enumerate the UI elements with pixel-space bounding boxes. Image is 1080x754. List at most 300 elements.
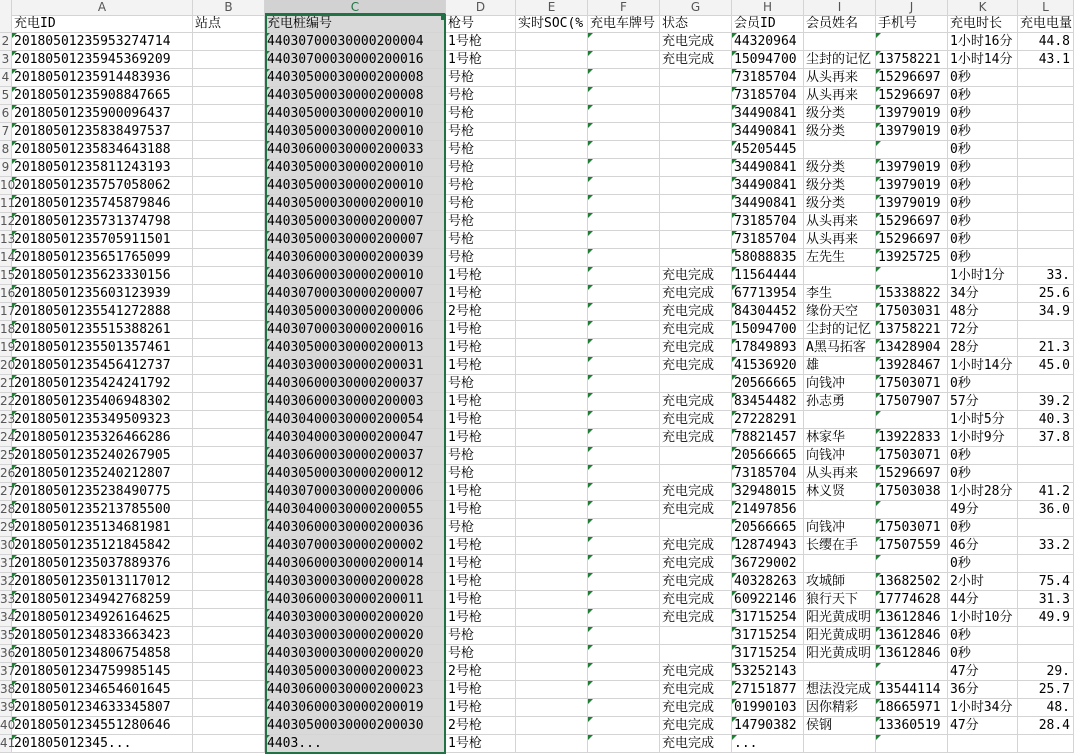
cell-k[interactable]: 48分 (948, 303, 1018, 321)
cell-k[interactable]: 0秒 (948, 87, 1018, 105)
row-number[interactable]: 8 (0, 141, 12, 159)
cell-e[interactable] (516, 357, 588, 375)
cell-k[interactable]: 0秒 (948, 249, 1018, 267)
cell-g[interactable] (660, 231, 732, 249)
cell-i[interactable]: 雄 (804, 357, 876, 375)
cell-b[interactable] (193, 501, 265, 519)
cell-g[interactable]: 充电完成 (660, 573, 732, 591)
column-header-k[interactable]: K (948, 0, 1018, 15)
cell-c[interactable]: 440306000300002000​33 (265, 141, 446, 159)
cell-b[interactable] (193, 69, 265, 87)
cell-c[interactable]: 440305000300002000​07 (265, 231, 446, 249)
cell-j[interactable]: 13428904 (876, 339, 948, 357)
cell-f[interactable] (588, 231, 660, 249)
row-number[interactable]: 36 (0, 645, 12, 663)
cell-l[interactable]: 29. (1018, 663, 1074, 681)
cell-h[interactable]: 58088835 (732, 249, 804, 267)
row-number[interactable]: 32 (0, 573, 12, 591)
cell-j[interactable]: 18665971 (876, 699, 948, 717)
cell-i[interactable]: 从头再来 (804, 465, 876, 483)
cell-b[interactable] (193, 249, 265, 267)
cell-b[interactable] (193, 681, 265, 699)
cell-a[interactable]: 201805012357570580​62 (12, 177, 193, 195)
cell-f[interactable] (588, 339, 660, 357)
row-number[interactable]: 4 (0, 69, 12, 87)
cell-e[interactable] (516, 555, 588, 573)
cell-j[interactable] (876, 33, 948, 51)
cell-h[interactable]: 34490841 (732, 159, 804, 177)
cell-h[interactable]: 14790382 (732, 717, 804, 735)
cell-c[interactable]: 440307000300002000​02 (265, 537, 446, 555)
cell-b[interactable] (193, 573, 265, 591)
cell-c[interactable]: 440306000300002000​19 (265, 699, 446, 717)
cell-e[interactable] (516, 231, 588, 249)
cell-b[interactable] (193, 285, 265, 303)
cell-j[interactable]: 15338822 (876, 285, 948, 303)
cell-l[interactable]: 37.8 (1018, 429, 1074, 447)
cell-k[interactable]: 0秒 (948, 69, 1018, 87)
cell-b[interactable] (193, 663, 265, 681)
row-number[interactable]: 41 (0, 735, 12, 753)
cell-g[interactable]: 充电完成 (660, 267, 732, 285)
cell-e[interactable] (516, 69, 588, 87)
row-number[interactable]: 31 (0, 555, 12, 573)
cell-c[interactable]: 440306000300002000​14 (265, 555, 446, 573)
cell-c[interactable]: 440306000300002000​39 (265, 249, 446, 267)
cell-a[interactable]: 201805012351346819​81 (12, 519, 193, 537)
cell-e[interactable] (516, 591, 588, 609)
cell-k[interactable]: 1小时14分 (948, 51, 1018, 69)
cell-e[interactable] (516, 393, 588, 411)
cell-g[interactable] (660, 213, 732, 231)
cell-h[interactable]: 21497856 (732, 501, 804, 519)
cell-b[interactable] (193, 159, 265, 177)
cell-h[interactable]: 45205445 (732, 141, 804, 159)
cell-c[interactable]: 440304000300002000​55 (265, 501, 446, 519)
column-header-c[interactable]: C (265, 0, 446, 15)
cell-e[interactable] (516, 501, 588, 519)
cell-i[interactable]: 向钱冲 (804, 447, 876, 465)
cell-a[interactable]: 2018050123595327471​4 (12, 33, 193, 51)
cell-k[interactable]: 1小时5分 (948, 411, 1018, 429)
cell-j[interactable]: 17774628 (876, 591, 948, 609)
cell-f[interactable] (588, 285, 660, 303)
cell-d[interactable]: 号枪 (446, 141, 516, 159)
cell-f[interactable] (588, 573, 660, 591)
cell-a[interactable]: 201805012356517650​99 (12, 249, 193, 267)
cell-g[interactable] (660, 69, 732, 87)
cell-e[interactable] (516, 645, 588, 663)
cell-f[interactable] (588, 51, 660, 69)
row-number[interactable]: 33 (0, 591, 12, 609)
cell-d[interactable]: 号枪 (446, 105, 516, 123)
cell-k[interactable]: 46分 (948, 537, 1018, 555)
cell-d[interactable]: 1号枪 (446, 591, 516, 609)
cell-i[interactable]: 向钱冲 (804, 519, 876, 537)
cell-e[interactable] (516, 303, 588, 321)
cell-a[interactable]: 201805012350378893​76 (12, 555, 193, 573)
column-title-i[interactable]: 会员姓名 (804, 15, 876, 33)
cell-b[interactable] (193, 483, 265, 501)
cell-c[interactable]: 440306000300002000​37 (265, 375, 446, 393)
cell-k[interactable]: 72分 (948, 321, 1018, 339)
row-number[interactable]: 21 (0, 375, 12, 393)
cell-g[interactable]: 充电完成 (660, 285, 732, 303)
cell-e[interactable] (516, 681, 588, 699)
column-title-g[interactable]: 状态 (660, 15, 732, 33)
cell-a[interactable]: 201805012352402128​07 (12, 465, 193, 483)
cell-f[interactable] (588, 627, 660, 645)
cell-h[interactable]: 83454482 (732, 393, 804, 411)
cell-g[interactable]: 充电完成 (660, 303, 732, 321)
cell-a[interactable]: 201805012353264662​86 (12, 429, 193, 447)
cell-c[interactable]: 440306000300002000​03 (265, 393, 446, 411)
cell-f[interactable] (588, 483, 660, 501)
cell-k[interactable] (948, 735, 1018, 753)
column-header-d[interactable]: D (446, 0, 516, 15)
cell-i[interactable]: 从头再来 (804, 213, 876, 231)
cell-a[interactable]: 201805012345... (12, 735, 193, 753)
cell-j[interactable] (876, 141, 948, 159)
cell-b[interactable] (193, 447, 265, 465)
cell-h[interactable]: 41536920 (732, 357, 804, 375)
cell-d[interactable]: 号枪 (446, 123, 516, 141)
cell-j[interactable]: 13922833 (876, 429, 948, 447)
cell-h[interactable]: 15094700 (732, 51, 804, 69)
column-title-c[interactable]: 充电桩编号 (265, 15, 446, 33)
fill-handle[interactable] (441, 15, 446, 20)
cell-i[interactable]: 尘封的记忆 (804, 51, 876, 69)
cell-k[interactable]: 0秒 (948, 375, 1018, 393)
cell-d[interactable]: 1号枪 (446, 285, 516, 303)
cell-c[interactable]: 440305000300002000​12 (265, 465, 446, 483)
cell-k[interactable]: 2小时 (948, 573, 1018, 591)
cell-g[interactable]: 充电完成 (660, 411, 732, 429)
row-number[interactable]: 34 (0, 609, 12, 627)
cell-c[interactable]: 440305000300002000​10 (265, 123, 446, 141)
cell-j[interactable]: 13979019 (876, 123, 948, 141)
cell-d[interactable]: 1号枪 (446, 339, 516, 357)
cell-k[interactable]: 1小时9分 (948, 429, 1018, 447)
cell-g[interactable] (660, 519, 732, 537)
cell-h[interactable]: 73185704 (732, 87, 804, 105)
cell-g[interactable]: 充电完成 (660, 609, 732, 627)
cell-i[interactable]: 级分类 (804, 105, 876, 123)
cell-f[interactable] (588, 447, 660, 465)
cell-k[interactable]: 1小时28分 (948, 483, 1018, 501)
cell-l[interactable]: 21.3 (1018, 339, 1074, 357)
cell-e[interactable] (516, 483, 588, 501)
cell-b[interactable] (193, 627, 265, 645)
column-title-k[interactable]: 充电时长 (948, 15, 1018, 33)
row-number[interactable]: 12 (0, 213, 12, 231)
cell-a[interactable]: 201805012358384975​37 (12, 123, 193, 141)
cell-g[interactable]: 充电完成 (660, 681, 732, 699)
cell-d[interactable]: 1号枪 (446, 609, 516, 627)
cell-k[interactable]: 0秒 (948, 195, 1018, 213)
cell-i[interactable]: 阳光黄成明 (804, 609, 876, 627)
cell-e[interactable] (516, 465, 588, 483)
cell-f[interactable] (588, 267, 660, 285)
row-number[interactable]: 5 (0, 87, 12, 105)
cell-f[interactable] (588, 159, 660, 177)
cell-h[interactable]: 20566665 (732, 447, 804, 465)
cell-k[interactable]: 1小时34分 (948, 699, 1018, 717)
cell-j[interactable]: 13979019 (876, 195, 948, 213)
cell-i[interactable]: 向钱冲 (804, 375, 876, 393)
row-number[interactable]: 11 (0, 195, 12, 213)
cell-j[interactable]: 15296697 (876, 231, 948, 249)
cell-h[interactable]: 73185704 (732, 231, 804, 249)
cell-f[interactable] (588, 735, 660, 753)
cell-d[interactable]: 1号枪 (446, 573, 516, 591)
cell-l[interactable] (1018, 213, 1074, 231)
cell-h[interactable]: 53252143 (732, 663, 804, 681)
column-title-a[interactable]: 充电ID (12, 15, 193, 33)
cell-h[interactable]: 67713954 (732, 285, 804, 303)
column-header-h[interactable]: H (732, 0, 804, 15)
cell-h[interactable]: 17849893 (732, 339, 804, 357)
cell-l[interactable]: 45.0 (1018, 357, 1074, 375)
cell-h[interactable]: 84304452 (732, 303, 804, 321)
cell-a[interactable]: 201805012354242417​92 (12, 375, 193, 393)
cell-h[interactable]: 20566665 (732, 519, 804, 537)
cell-f[interactable] (588, 213, 660, 231)
cell-d[interactable]: 1号枪 (446, 267, 516, 285)
cell-g[interactable]: 充电完成 (660, 393, 732, 411)
cell-h[interactable]: 34490841 (732, 105, 804, 123)
cell-c[interactable]: 4403... (265, 735, 446, 753)
cell-f[interactable] (588, 663, 660, 681)
cell-b[interactable] (193, 519, 265, 537)
column-header-j[interactable]: J (876, 0, 948, 15)
cell-f[interactable] (588, 87, 660, 105)
cell-c[interactable]: 440304000300002000​54 (265, 411, 446, 429)
cell-j[interactable]: 13682502 (876, 573, 948, 591)
cell-c[interactable]: 440305000300002000​10 (265, 195, 446, 213)
cell-h[interactable]: 36729002 (732, 555, 804, 573)
cell-a[interactable]: 201805012358112431​93 (12, 159, 193, 177)
cell-g[interactable]: 充电完成 (660, 33, 732, 51)
cell-d[interactable]: 号枪 (446, 465, 516, 483)
cell-h[interactable]: 34490841 (732, 177, 804, 195)
cell-d[interactable]: 号枪 (446, 375, 516, 393)
cell-b[interactable] (193, 87, 265, 105)
cell-l[interactable]: 75.4 (1018, 573, 1074, 591)
cell-a[interactable]: 201805012356233301​56 (12, 267, 193, 285)
cell-j[interactable]: 17507559 (876, 537, 948, 555)
cell-c[interactable]: 440307000300002000​16 (265, 51, 446, 69)
cell-e[interactable] (516, 321, 588, 339)
cell-a[interactable]: 201805012348336634​23 (12, 627, 193, 645)
cell-e[interactable] (516, 429, 588, 447)
row-number[interactable]: 18 (0, 321, 12, 339)
select-all-corner[interactable] (0, 0, 12, 15)
cell-a[interactable]: 201805012359144839​36 (12, 69, 193, 87)
cell-d[interactable]: 1号枪 (446, 357, 516, 375)
cell-d[interactable]: 1号枪 (446, 735, 516, 753)
row-number[interactable]: 2 (0, 33, 12, 51)
cell-g[interactable]: 充电完成 (660, 717, 732, 735)
cell-l[interactable] (1018, 375, 1074, 393)
cell-c[interactable]: 440303000300002000​28 (265, 573, 446, 591)
cell-l[interactable] (1018, 321, 1074, 339)
cell-f[interactable] (588, 141, 660, 159)
cell-b[interactable] (193, 591, 265, 609)
cell-h[interactable]: 40328263 (732, 573, 804, 591)
cell-l[interactable]: 34.9 (1018, 303, 1074, 321)
cell-h[interactable]: 44320964 (732, 33, 804, 51)
cell-f[interactable] (588, 195, 660, 213)
cell-h[interactable]: 73185704 (732, 465, 804, 483)
column-title-b[interactable]: 站点 (193, 15, 265, 33)
column-header-i[interactable]: I (804, 0, 876, 15)
cell-c[interactable]: 440303000300002000​20 (265, 645, 446, 663)
cell-j[interactable] (876, 735, 948, 753)
row-number[interactable]: 24 (0, 429, 12, 447)
cell-i[interactable]: 林家华 (804, 429, 876, 447)
cell-c[interactable]: 440305000300002000​07 (265, 213, 446, 231)
cell-l[interactable]: 25.6 (1018, 285, 1074, 303)
cell-l[interactable] (1018, 447, 1074, 465)
cell-e[interactable] (516, 105, 588, 123)
cell-b[interactable] (193, 231, 265, 249)
cell-g[interactable]: 充电完成 (660, 357, 732, 375)
cell-e[interactable] (516, 159, 588, 177)
cell-h[interactable]: 11564444 (732, 267, 804, 285)
cell-f[interactable] (588, 591, 660, 609)
cell-d[interactable]: 号枪 (446, 231, 516, 249)
cell-f[interactable] (588, 105, 660, 123)
cell-j[interactable]: 15296697 (876, 465, 948, 483)
cell-b[interactable] (193, 645, 265, 663)
cell-c[interactable]: 440305000300002000​30 (265, 717, 446, 735)
cell-l[interactable] (1018, 87, 1074, 105)
cell-f[interactable] (588, 69, 660, 87)
cell-j[interactable]: 17503031 (876, 303, 948, 321)
cell-i[interactable]: 从头再来 (804, 231, 876, 249)
cell-f[interactable] (588, 681, 660, 699)
cell-j[interactable] (876, 555, 948, 573)
cell-a[interactable]: 201805012352402679​05 (12, 447, 193, 465)
cell-e[interactable] (516, 141, 588, 159)
cell-j[interactable]: 13979019 (876, 105, 948, 123)
cell-d[interactable]: 2号枪 (446, 663, 516, 681)
cell-g[interactable] (660, 141, 732, 159)
cell-a[interactable]: 201805012347599851​45 (12, 663, 193, 681)
cell-k[interactable]: 1小时10分 (948, 609, 1018, 627)
row-number[interactable]: 39 (0, 699, 12, 717)
cell-d[interactable]: 1号枪 (446, 429, 516, 447)
row-number[interactable]: 13 (0, 231, 12, 249)
cell-b[interactable] (193, 537, 265, 555)
cell-j[interactable]: 13758221 (876, 51, 948, 69)
cell-d[interactable]: 1号枪 (446, 51, 516, 69)
row-number[interactable]: 9 (0, 159, 12, 177)
cell-d[interactable]: 1号枪 (446, 393, 516, 411)
cell-h[interactable]: 32948015 (732, 483, 804, 501)
cell-f[interactable] (588, 303, 660, 321)
cell-h[interactable]: 78821457 (732, 429, 804, 447)
cell-l[interactable] (1018, 249, 1074, 267)
cell-i[interactable]: 尘封的记忆 (804, 321, 876, 339)
cell-d[interactable]: 2号枪 (446, 303, 516, 321)
cell-e[interactable] (516, 177, 588, 195)
cell-g[interactable] (660, 375, 732, 393)
cell-i[interactable]: 缘份天空 (804, 303, 876, 321)
cell-b[interactable] (193, 411, 265, 429)
cell-h[interactable]: 31715254 (732, 609, 804, 627)
cell-j[interactable]: 13612846 (876, 609, 948, 627)
cell-c[interactable]: 440305000300002000​10 (265, 177, 446, 195)
cell-h[interactable]: 31715254 (732, 645, 804, 663)
cell-j[interactable] (876, 267, 948, 285)
cell-e[interactable] (516, 213, 588, 231)
cell-g[interactable] (660, 447, 732, 465)
cell-d[interactable]: 号枪 (446, 645, 516, 663)
cell-b[interactable] (193, 321, 265, 339)
cell-e[interactable] (516, 735, 588, 753)
cell-k[interactable]: 0秒 (948, 177, 1018, 195)
cell-c[interactable]: 440303000300002000​31 (265, 357, 446, 375)
cell-e[interactable] (516, 717, 588, 735)
row-number[interactable]: 22 (0, 393, 12, 411)
cell-f[interactable] (588, 321, 660, 339)
cell-j[interactable]: 13928467 (876, 357, 948, 375)
row-number[interactable]: 38 (0, 681, 12, 699)
cell-a[interactable]: 201805012346333458​07 (12, 699, 193, 717)
row-number[interactable]: 26 (0, 465, 12, 483)
cell-l[interactable]: 39.2 (1018, 393, 1074, 411)
cell-h[interactable]: 34490841 (732, 195, 804, 213)
cell-d[interactable]: 2号枪 (446, 717, 516, 735)
cell-j[interactable]: 13612846 (876, 627, 948, 645)
cell-k[interactable]: 44分 (948, 591, 1018, 609)
cell-k[interactable]: 0秒 (948, 519, 1018, 537)
cell-b[interactable] (193, 429, 265, 447)
cell-a[interactable]: 201805012359088476​65 (12, 87, 193, 105)
row-number[interactable]: 40 (0, 717, 12, 735)
cell-c[interactable]: 440305000300002000​08 (265, 87, 446, 105)
cell-l[interactable] (1018, 645, 1074, 663)
cell-k[interactable]: 0秒 (948, 465, 1018, 483)
cell-f[interactable] (588, 393, 660, 411)
cell-h[interactable]: 34490841 (732, 123, 804, 141)
cell-i[interactable]: 侯钢 (804, 717, 876, 735)
cell-d[interactable]: 号枪 (446, 87, 516, 105)
cell-c[interactable]: 440305000300002000​06 (265, 303, 446, 321)
cell-l[interactable] (1018, 231, 1074, 249)
cell-e[interactable] (516, 447, 588, 465)
cell-k[interactable]: 47分 (948, 663, 1018, 681)
cell-g[interactable] (660, 645, 732, 663)
cell-i[interactable]: 狼行天下 (804, 591, 876, 609)
cell-f[interactable] (588, 645, 660, 663)
cell-a[interactable]: 201805012352137855​00 (12, 501, 193, 519)
cell-i[interactable]: 级分类 (804, 123, 876, 141)
cell-l[interactable] (1018, 465, 1074, 483)
row-number[interactable]: 23 (0, 411, 12, 429)
cell-f[interactable] (588, 429, 660, 447)
cell-e[interactable] (516, 627, 588, 645)
cell-b[interactable] (193, 33, 265, 51)
cell-e[interactable] (516, 411, 588, 429)
cell-l[interactable] (1018, 519, 1074, 537)
cell-l[interactable] (1018, 141, 1074, 159)
cell-c[interactable]: 440304000300002000​47 (265, 429, 446, 447)
cell-d[interactable]: 号枪 (446, 69, 516, 87)
cell-d[interactable]: 号枪 (446, 519, 516, 537)
